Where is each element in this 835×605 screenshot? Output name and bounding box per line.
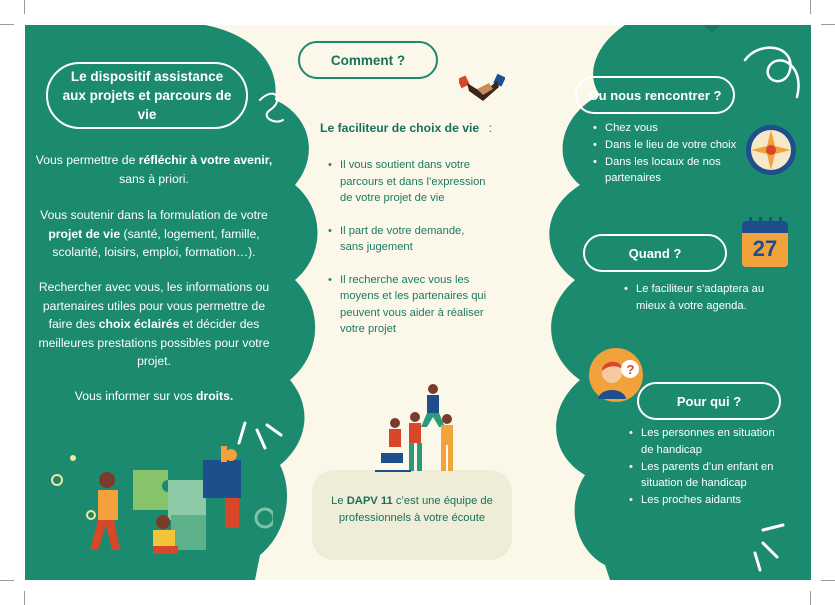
puzzle-team-illustration	[43, 440, 273, 560]
list-item: • Il vous soutient dans votre parcours et dans l’expression de votre projet de vie	[328, 157, 488, 207]
crop-mark	[0, 580, 14, 581]
text-span: (santé, logement, famille, scolarité, loisirs, emploi, formation…).	[52, 226, 260, 259]
left-paragraph-1	[33, 151, 275, 188]
text-span: et décider des meilleures prestations possibles pour votre projet.	[38, 317, 270, 368]
text-bold: choix éclairés	[98, 317, 180, 331]
crop-mark	[810, 0, 811, 14]
text-span: Le	[331, 495, 347, 507]
compass-icon	[745, 124, 797, 176]
left-paragraph-4	[33, 387, 275, 406]
text-bold: droits.	[196, 389, 234, 403]
crop-mark	[0, 24, 14, 25]
crop-mark	[24, 591, 25, 605]
crop-mark	[24, 0, 25, 14]
question-person-icon	[588, 347, 644, 403]
list-item: • Chez vous	[593, 120, 743, 137]
left-paragraph-3	[33, 278, 275, 371]
dapv-footer-text	[317, 493, 507, 527]
who-bullet-list	[629, 425, 789, 509]
crop-mark	[821, 24, 835, 25]
human-pyramid-illustration	[367, 383, 467, 475]
where-bullet-list	[593, 120, 743, 187]
list-item: • Dans le lieu de votre choix	[593, 137, 743, 154]
who-title: Pour qui ?	[676, 393, 742, 409]
when-bullet-list	[624, 281, 784, 315]
where-title-pill	[575, 76, 735, 114]
text-bold: DAPV 11	[346, 495, 393, 507]
subtitle-text: Le faciliteur de choix de vie	[320, 121, 480, 135]
left-title-pill	[46, 62, 248, 129]
svg-text:?: ?	[626, 362, 635, 377]
when-title-pill	[583, 234, 727, 272]
list-item: • Il recherche avec vous les moyens et les partenaires qui peuvent vous aider à réaliser votre projet	[328, 272, 488, 338]
text-span: Rechercher avec vous, les informations ou partenaires utiles pour vous permettre de faire des	[38, 280, 270, 331]
who-title-pill	[637, 382, 781, 420]
text-span: Vous permettre de	[35, 153, 139, 167]
list-item: • Les personnes en situation de handicap	[629, 425, 789, 459]
calendar-icon	[742, 217, 788, 267]
brochure-page	[25, 25, 811, 580]
faciliteur-subtitle	[320, 121, 530, 135]
comment-title-pill	[298, 41, 438, 79]
handshake-icon	[459, 71, 505, 105]
faciliteur-bullet-list	[328, 157, 488, 338]
text-span: Vous informer sur vos	[74, 389, 196, 403]
list-item: • Le faciliteur s’adaptera au mieux à votre agenda.	[624, 281, 784, 315]
subtitle-colon: :	[488, 121, 492, 135]
list-item: • Dans les locaux de nos partenaires	[593, 154, 743, 188]
calendar-day: 27	[752, 236, 778, 261]
where-title: Ou nous rencontrer ?	[588, 87, 722, 103]
crop-mark	[810, 591, 811, 605]
text-bold: projet de vie	[48, 226, 121, 241]
text-span: sans à priori.	[119, 171, 189, 186]
left-title: Le dispositif assistance aux projets et parcours de vie	[62, 69, 232, 122]
text-bold: réfléchir à votre avenir,	[138, 153, 273, 167]
comment-title: Comment ?	[330, 52, 406, 68]
left-paragraph-2	[33, 206, 275, 262]
list-item: • Les parents d’un enfant en situation de handicap	[629, 459, 789, 493]
when-title: Quand ?	[628, 245, 682, 261]
crop-mark	[821, 580, 835, 581]
list-item: • Il part de votre demande, sans jugement	[328, 223, 488, 256]
list-item: • Les proches aidants	[629, 492, 789, 509]
text-span: Vous soutenir dans la formulation de votre	[40, 208, 268, 222]
text-span: c’est une équipe de professionnels à votre écoute	[338, 495, 493, 524]
